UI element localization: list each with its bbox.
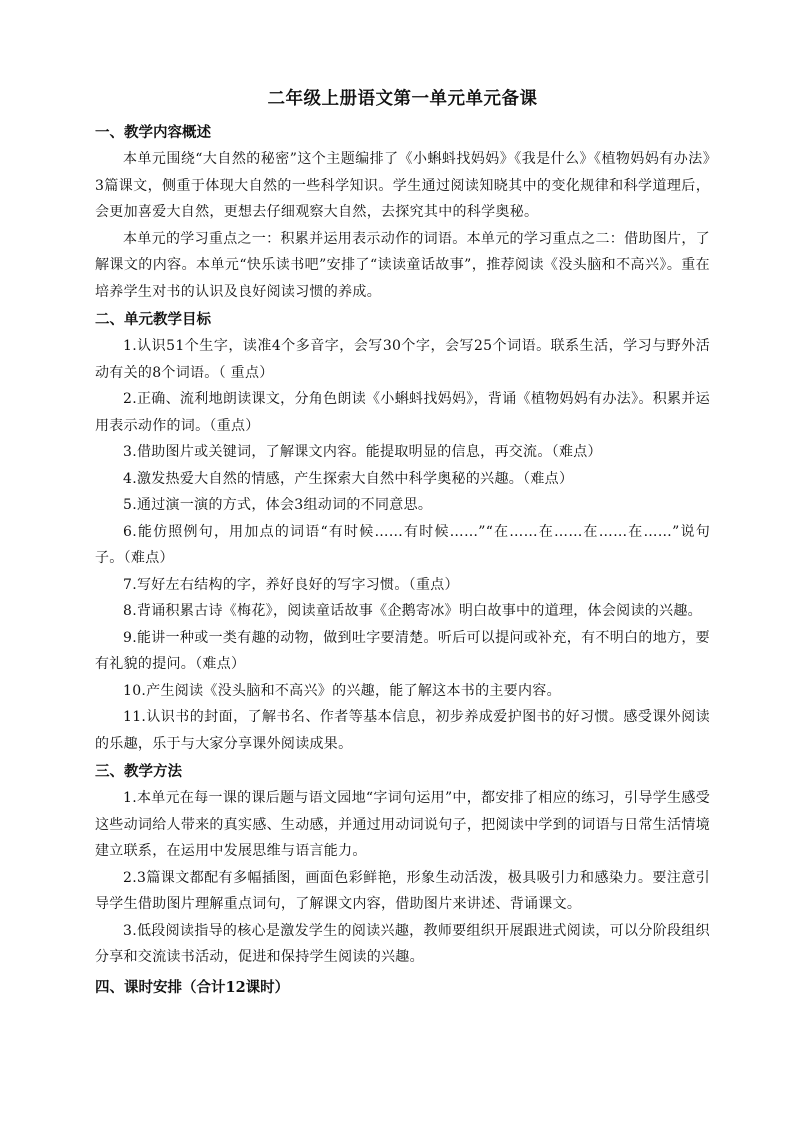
section-schedule bbox=[95, 977, 710, 999]
section-heading: 三、教学方法 bbox=[95, 763, 182, 780]
paragraph: 本单元的学习重点之一：积累并运用表示动作的词语。本单元的学习重点之二：借助图片，了解课文的内容。本单元“快乐读书吧”安排了“读读童话故事”，推荐阅读《没头脑和不高兴》。重在培养学生对书的认识及良好阅读习惯的养成。 bbox=[95, 230, 710, 300]
document-title: 二年级上册语文第一单元单元备课 bbox=[267, 89, 538, 109]
section-heading: 一、教学内容概述 bbox=[95, 124, 211, 141]
goal-item: 9.能讲一种或一类有趣的动物，做到吐字要清楚。听后可以提问或补充，有不明白的地方，要有礼貌的提问。（难点） bbox=[95, 629, 710, 672]
section-teaching-methods bbox=[95, 761, 710, 971]
goal-item: 8.背诵积累古诗《梅花》，阅读童话故事《企鹅寄冰》明白故事中的道理，体会阅读的兴趣。 bbox=[123, 603, 702, 619]
method-item: 3.低段阅读指导的核心是激发学生的阅读兴趣，教师要组织开展跟进式阅读，可以分阶段组织分享和交流读书活动，促进和保持学生阅读的兴趣。 bbox=[95, 922, 710, 965]
section-content-overview bbox=[95, 122, 710, 305]
goal-item: 1.认识51个生字，读准4个多音字，会写30个字，会写25个词语。联系生活，学习与野外活动有关的8个词语。（ 重点） bbox=[95, 338, 710, 381]
goal-item: 5.通过演一演的方式，体会3组动词的不同意思。 bbox=[123, 497, 433, 513]
paragraph: 本单元围绕“大自然的秘密”这个主题编排了《小蝌蚪找妈妈》《我是什么》《植物妈妈有办法》3篇课文，侧重于体现大自然的一些科学知识。学生通过阅读知晓其中的变化规律和科学道理后，会更加喜爱大自然，更想去仔细观察大自然，去探究其中的科学奥秘。 bbox=[95, 151, 710, 220]
goal-item: 2.正确、流利地朗读课文，分角色朗读《小蝌蚪找妈妈》，背诵《植物妈妈有办法》。积累并运用表示动作的词。（重点） bbox=[95, 391, 710, 434]
section-heading: 四、课时安排（合计12课时） bbox=[95, 978, 290, 996]
document-body bbox=[95, 86, 710, 1001]
goal-item: 10.产生阅读《没头脑和不高兴》的兴趣，能了解这本书的主要内容。 bbox=[123, 682, 561, 699]
method-item: 1.本单元在每一课的课后题与语文园地“字词句运用”中，都安排了相应的练习，引导学生感受这些动词给人带来的真实感、生动感，并通过用动词说句子，把阅读中学到的词语与日常生活情境建立联系，在运用中发展思维与语言能力。 bbox=[95, 790, 710, 859]
goal-item: 3.借助图片或关键词，了解课文内容。能提取明显的信息，再交流。（难点） bbox=[123, 444, 602, 460]
goal-item: 11.认识书的封面，了解书名、作者等基本信息，初步养成爱护图书的好习惯。感受课外阅读的乐趣，乐于与大家分享课外阅读成果。 bbox=[95, 709, 710, 752]
goal-item: 6.能仿照例句，用加点的词语“有时候……有时候……”“在……在……在……在……”说句子。（难点） bbox=[95, 523, 710, 566]
goal-item: 4.激发热爱大自然的情感，产生探索大自然中科学奥秘的兴趣。（难点） bbox=[123, 470, 574, 487]
section-heading: 二、单元教学目标 bbox=[95, 311, 211, 328]
section-unit-goals bbox=[95, 309, 710, 757]
method-item: 2.3篇课文都配有多幅插图，画面色彩鲜艳，形象生动活泼，极具吸引力和感染力。要注意引导学生借助图片理解重点词句，了解课文内容，借助图片来讲述、背诵课文。 bbox=[95, 869, 710, 912]
goal-item: 7.写好左右结构的字，养好良好的写字习惯。（重点） bbox=[123, 576, 459, 593]
